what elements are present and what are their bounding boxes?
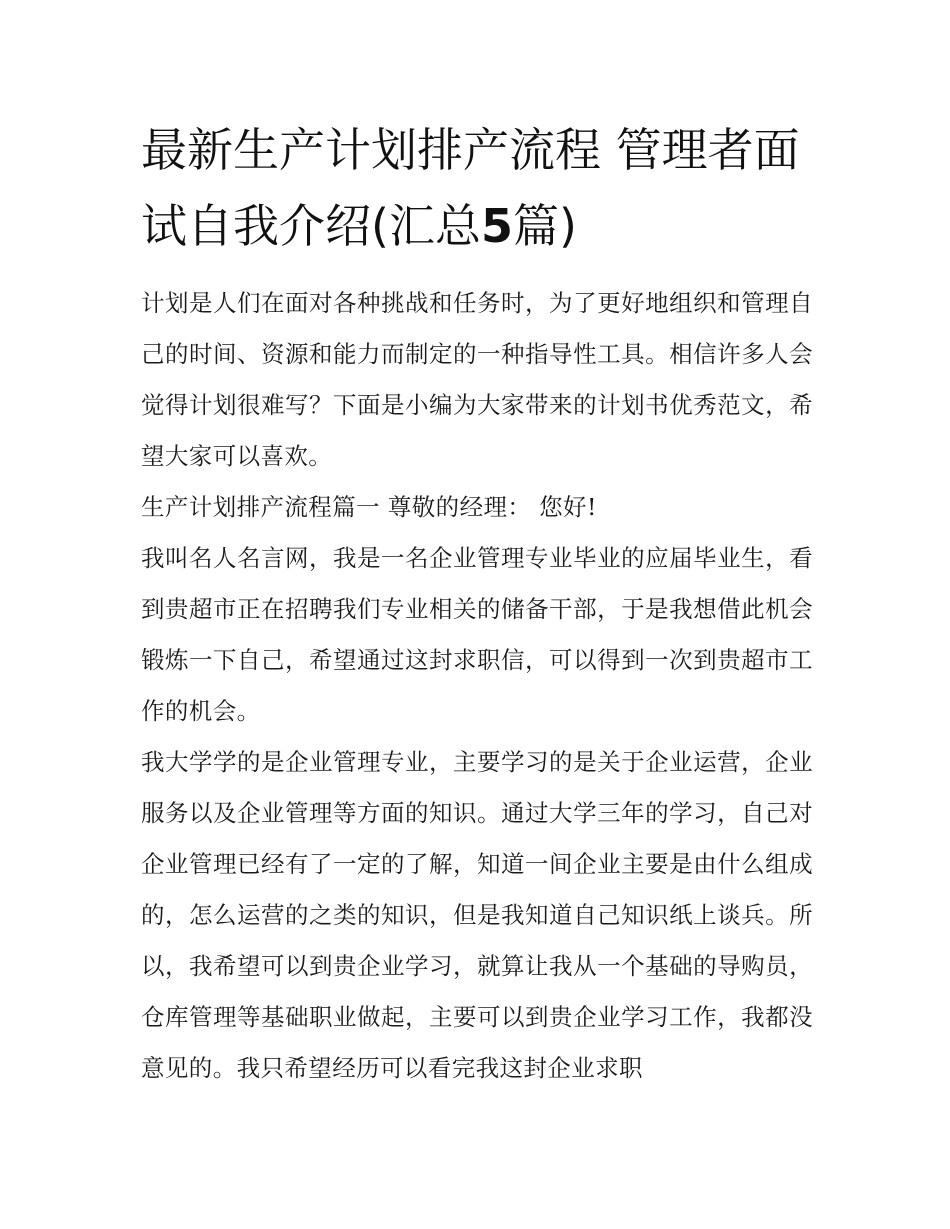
document-body bbox=[141, 112, 813, 1094]
title-number: 5 bbox=[480, 199, 513, 253]
title-text-end: 篇) bbox=[512, 199, 577, 253]
title-text: 最新生产计划排产流程 管理者面试自我介绍(汇总 bbox=[141, 123, 800, 253]
intro-paragraph: 计划是人们在面对各种挑战和任务时，为了更好地组织和管理自己的时间、资源和能力而制定的一种指导性工具。相信许多人会觉得计划很难写？下面是小编为大家带来的计划书优秀范文，希望大家可以喜欢。 bbox=[141, 289, 813, 470]
body-paragraph-2: 我大学学的是企业管理专业，主要学习的是关于企业运营，企业服务以及企业管理等方面的知识。通过大学三年的学习，自己对企业管理已经有了一定的了解，知道一间企业主要是由什么组成的，怎么运营的之类的知识，但是我知道自己知识纸上谈兵。所以，我希望可以到贵企业学习，就算让我从一个基础的导购员，仓库管理等基础职业做起，主要可以到贵企业学习工作，我都没意见的。我只希望经历可以看完我这封企业求职 bbox=[141, 748, 813, 1082]
body-paragraph-1: 我叫名人名言网，我是一名企业管理专业毕业的应届毕业生，看到贵超市正在招聘我们专业相关的储备干部，于是我想借此机会锻炼一下自己，希望通过这封求职信，可以得到一次到贵超市工作的机会。 bbox=[141, 544, 813, 725]
section-heading-paragraph: 生产计划排产流程篇一 尊敬的经理： 您好! bbox=[141, 493, 597, 521]
document-title bbox=[141, 112, 813, 264]
